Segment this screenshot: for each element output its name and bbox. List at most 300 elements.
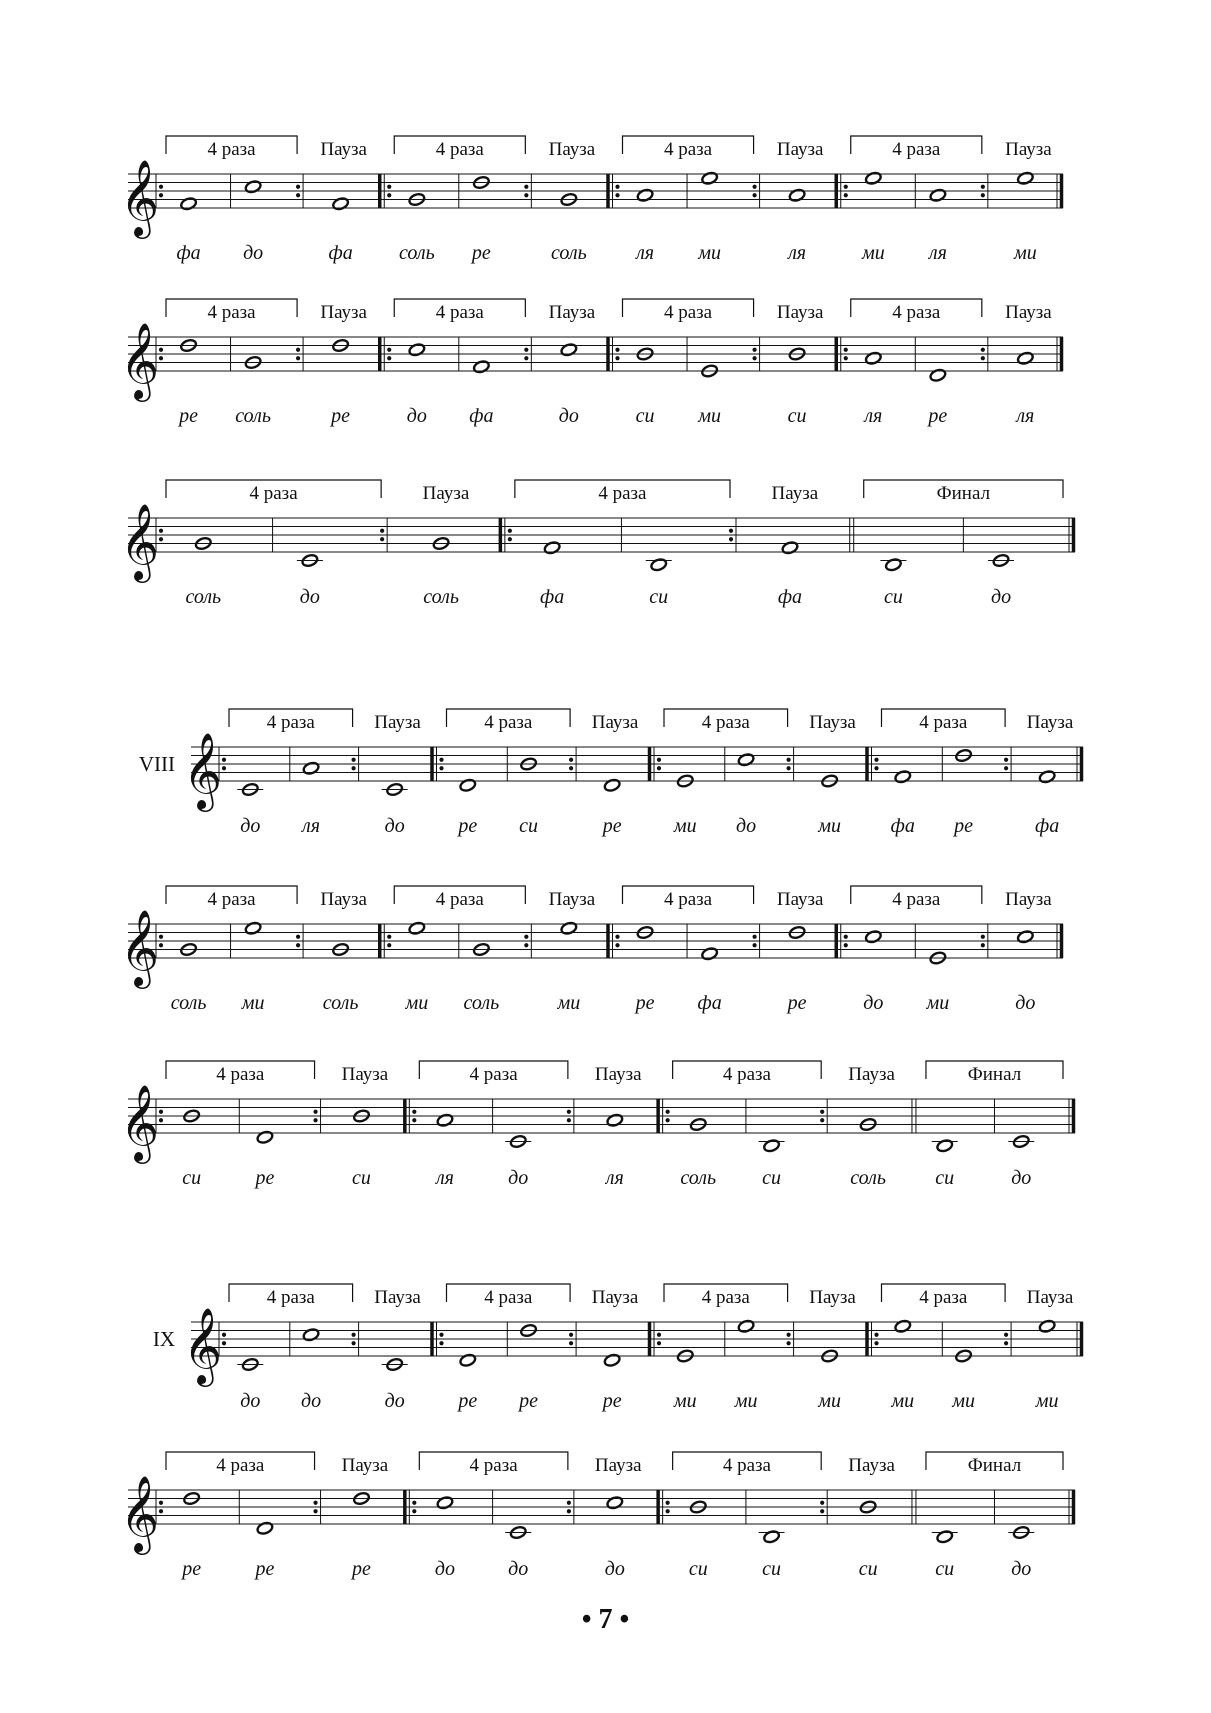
note-syllable: ля [788, 242, 807, 264]
repeat-dot [524, 348, 528, 352]
note-syllable: соль [398, 242, 435, 264]
note-syllable: ре [255, 1167, 275, 1189]
repeat-dot [296, 348, 300, 352]
note-syllable: до [604, 1558, 625, 1580]
pause-label: Пауза [1005, 302, 1052, 323]
note-syllable: ре [787, 992, 807, 1014]
pause-label: Пауза [320, 889, 367, 910]
note-syllable: фа [328, 242, 353, 264]
repeat-dot [159, 1110, 163, 1114]
repeat-dot [412, 1110, 416, 1114]
whole-note [244, 921, 262, 935]
section-single [549, 889, 596, 1014]
repeat-dot [752, 185, 756, 189]
repeat-count-label: 4 раза [722, 1064, 771, 1085]
note-syllable: си [883, 586, 903, 608]
section-single [592, 1287, 639, 1412]
pause-label: Пауза [591, 1287, 639, 1308]
whole-note [1017, 930, 1035, 944]
note-syllable: ми [1013, 242, 1037, 264]
repeat-dot [387, 943, 391, 947]
repeat-dot [569, 758, 573, 762]
repeat-dot [439, 766, 443, 770]
whole-note [894, 770, 912, 784]
final-label: Финал [936, 483, 991, 504]
pause-label: Пауза [548, 139, 596, 160]
whole-note [459, 778, 477, 792]
note-syllable: ре [928, 405, 948, 427]
repeat-dot [786, 1333, 790, 1337]
repeat-dot [313, 1118, 317, 1122]
repeat-dot [380, 529, 384, 533]
note-syllable: ми [861, 242, 885, 264]
repeat-dot [508, 537, 512, 541]
note-syllable: ми [673, 1390, 697, 1412]
note-syllable: до [384, 815, 405, 837]
repeat-count-label: 4 раза [207, 302, 256, 323]
repeat-dot [524, 356, 528, 360]
whole-note [603, 1353, 621, 1367]
note-syllable: ми [241, 992, 265, 1014]
repeat-dot [820, 1501, 824, 1505]
note-syllable: ре [352, 1558, 371, 1580]
repeat-dot [844, 943, 848, 947]
section-single [342, 1455, 389, 1580]
repeat-dot [752, 193, 756, 197]
repeat-dot [296, 185, 300, 189]
whole-note [408, 921, 426, 935]
note-syllable: си [519, 815, 539, 837]
repeat-count-label: 4 раза [663, 889, 713, 910]
section-single [342, 1064, 389, 1189]
note-syllable: ре [471, 242, 491, 264]
note-syllable: фа [777, 586, 803, 608]
note-syllable: до [990, 586, 1012, 608]
repeat-count-label: 4 раза [207, 139, 256, 160]
whole-note [560, 921, 578, 935]
whole-note [256, 1130, 274, 1144]
whole-note [737, 753, 755, 767]
pause-label: Пауза [374, 712, 421, 733]
whole-note [636, 188, 654, 202]
repeat-dot [729, 529, 733, 533]
repeat-dot [657, 766, 661, 770]
repeat-dot [1004, 766, 1008, 770]
note-syllable: соль [423, 586, 459, 608]
note-syllable: ля [636, 242, 655, 264]
repeat-dot [567, 1501, 571, 1505]
treble-clef-icon: 𝄞 [120, 159, 160, 236]
repeat-dot [524, 935, 528, 939]
treble-clef-icon: 𝄞 [120, 1084, 160, 1161]
repeat-dot [567, 1118, 571, 1122]
note-syllable: ре [602, 815, 622, 837]
repeat-dot [159, 348, 163, 352]
note-syllable: ре [602, 1390, 622, 1412]
repeat-dot [981, 935, 985, 939]
repeat-dot [387, 356, 391, 360]
repeat-dot [313, 1110, 317, 1114]
repeat-dot [981, 185, 985, 189]
repeat-count-label: 4 раза [919, 712, 968, 733]
system-number: VIII [138, 752, 175, 776]
repeat-dot [1004, 1341, 1008, 1345]
whole-note [332, 197, 350, 211]
repeat-dot [752, 935, 756, 939]
staff-system [139, 709, 1083, 837]
repeat-dot [844, 348, 848, 352]
note-syllable: ми [891, 1390, 915, 1412]
repeat-count-label: 4 раза [701, 1287, 750, 1308]
repeat-dot [874, 1341, 878, 1345]
pause-label: Пауза [341, 1064, 389, 1085]
whole-note [543, 541, 561, 555]
whole-note [788, 188, 806, 202]
note-syllable: ми [1035, 1390, 1059, 1412]
repeat-dot [439, 1333, 443, 1337]
section-single [423, 483, 470, 608]
whole-note [865, 171, 883, 185]
staff-system [120, 886, 1063, 1014]
note-syllable: ми [818, 1390, 842, 1412]
repeat-count-label: 4 раза [484, 1287, 533, 1308]
repeat-dot [380, 537, 384, 541]
repeat-dot [351, 1341, 355, 1345]
repeat-dot [439, 1341, 443, 1345]
treble-clef-icon: 𝄞 [120, 1475, 160, 1552]
whole-note [459, 1353, 477, 1367]
section-single [772, 483, 819, 608]
section-single [592, 712, 639, 837]
staff-system [120, 136, 1063, 264]
section-single [848, 1455, 895, 1580]
note-syllable: до [863, 992, 884, 1014]
note-syllable: ля [1016, 405, 1035, 427]
repeat-dot [615, 935, 619, 939]
whole-note [302, 1328, 320, 1342]
repeat-dot [981, 943, 985, 947]
note-syllable: си [762, 1558, 782, 1580]
repeat-dot [844, 185, 848, 189]
repeat-dot [313, 1509, 317, 1513]
repeat-dot [786, 766, 790, 770]
repeat-dot [159, 356, 163, 360]
repeat-count-label: 4 раза [892, 302, 941, 323]
pause-label: Пауза [1026, 712, 1074, 733]
note-syllable: до [384, 1390, 405, 1412]
whole-note [701, 171, 719, 185]
note-syllable: ре [182, 1558, 202, 1580]
repeat-dot [296, 193, 300, 197]
note-syllable: до [558, 405, 579, 427]
repeat-dot [752, 943, 756, 947]
section-single [1027, 1287, 1074, 1412]
note-syllable: фа [697, 992, 722, 1014]
repeat-count-label: 4 раза [919, 1287, 968, 1308]
repeat-count-label: 4 раза [435, 139, 484, 160]
repeat-dot [569, 766, 573, 770]
whole-note [473, 360, 491, 374]
note-syllable: си [935, 1167, 955, 1189]
note-syllable: ми [698, 242, 722, 264]
note-syllable: ми [952, 1390, 975, 1412]
whole-note [1038, 1319, 1056, 1333]
note-syllable: соль [185, 586, 222, 608]
note-syllable: ре [519, 1390, 539, 1412]
note-syllable: ре [179, 405, 199, 427]
repeat-count-label: 4 раза [722, 1455, 771, 1476]
whole-note [885, 558, 903, 572]
repeat-count-label: 4 раза [663, 302, 713, 323]
repeat-dot [729, 537, 733, 541]
section-single [320, 889, 367, 1014]
repeat-dot [159, 935, 163, 939]
whole-note [781, 541, 799, 555]
repeat-dot [786, 1341, 790, 1345]
repeat-dot [844, 935, 848, 939]
whole-note [737, 1319, 755, 1333]
repeat-count-label: 4 раза [266, 712, 315, 733]
repeat-dot [524, 193, 528, 197]
repeat-dot [159, 185, 163, 189]
repeat-count-label: 4 раза [469, 1064, 518, 1085]
repeat-dot [981, 348, 985, 352]
pause-label: Пауза [374, 1287, 421, 1308]
whole-note [763, 1139, 781, 1153]
repeat-dot [569, 1333, 573, 1337]
repeat-dot [820, 1110, 824, 1114]
repeat-dot [615, 193, 619, 197]
repeat-count-label: 4 раза [892, 889, 941, 910]
section-single [809, 712, 856, 837]
repeat-count-label: 4 раза [266, 1287, 315, 1308]
note-syllable: ля [435, 1167, 454, 1189]
note-syllable: ми [818, 815, 842, 837]
repeat-count-label: 4 раза [469, 1455, 518, 1476]
pause-label: Пауза [848, 1064, 895, 1085]
repeat-dot [439, 758, 443, 762]
repeat-dot [786, 758, 790, 762]
whole-note [865, 930, 883, 944]
repeat-dot [296, 935, 300, 939]
treble-clef-icon: 𝄞 [183, 732, 223, 809]
note-syllable: соль [551, 242, 587, 264]
note-syllable: си [858, 1558, 878, 1580]
repeat-dot [412, 1118, 416, 1122]
note-syllable: до [240, 815, 261, 837]
repeat-dot [159, 193, 163, 197]
staff-system [120, 299, 1063, 427]
pause-label: Пауза [320, 302, 367, 323]
pause-label: Пауза [548, 302, 596, 323]
repeat-dot [159, 1118, 163, 1122]
pause-label: Пауза [422, 483, 470, 504]
whole-note [436, 1496, 454, 1510]
whole-note [302, 761, 320, 775]
whole-note [1017, 351, 1035, 365]
repeat-dot [222, 758, 226, 762]
note-syllable: до [243, 242, 264, 264]
repeat-dot [615, 185, 619, 189]
repeat-count-label: 4 раза [598, 483, 647, 504]
note-syllable: си [635, 405, 655, 427]
repeat-count-label: 4 раза [892, 139, 941, 160]
note-syllable: до [299, 586, 320, 608]
whole-note [763, 1530, 781, 1544]
repeat-dot [508, 529, 512, 533]
repeat-dot [222, 1333, 226, 1337]
note-syllable: ре [331, 405, 351, 427]
whole-note [1038, 770, 1056, 784]
section-single [848, 1064, 895, 1189]
repeat-dot [657, 758, 661, 762]
section-single [320, 302, 367, 427]
note-syllable: фа [176, 242, 201, 264]
note-syllable: си [762, 1167, 782, 1189]
pause-label: Пауза [591, 712, 639, 733]
repeat-dot [666, 1501, 670, 1505]
whole-note [936, 1530, 954, 1544]
pause-label: Пауза [771, 483, 819, 504]
note-syllable: ми [734, 1390, 758, 1412]
section-single [1005, 889, 1052, 1014]
repeat-dot [820, 1118, 824, 1122]
repeat-dot [159, 1501, 163, 1505]
staff-system [153, 1284, 1083, 1412]
section-single [595, 1455, 642, 1580]
note-syllable: фа [890, 815, 915, 837]
repeat-dot [412, 1501, 416, 1505]
note-syllable: ля [864, 405, 883, 427]
note-syllable: соль [463, 992, 500, 1014]
whole-note [180, 197, 198, 211]
staff-system [120, 1452, 1075, 1580]
treble-clef-icon: 𝄞 [183, 1307, 223, 1384]
section-single [777, 889, 824, 1014]
note-syllable: си [935, 1558, 955, 1580]
note-syllable: ми [405, 992, 429, 1014]
pause-label: Пауза [776, 139, 824, 160]
note-syllable: до [240, 1390, 261, 1412]
section-single [595, 1064, 642, 1189]
note-syllable: до [1011, 1167, 1032, 1189]
note-syllable: ми [673, 815, 697, 837]
whole-note [560, 343, 578, 357]
repeat-count-label: 4 раза [216, 1455, 265, 1476]
section-single [777, 302, 824, 427]
repeat-count-label: 4 раза [216, 1064, 265, 1085]
repeat-dot [657, 1341, 661, 1345]
pause-label: Пауза [776, 302, 824, 323]
note-syllable: ми [557, 992, 581, 1014]
staff-system [120, 480, 1075, 608]
section-single [549, 139, 596, 264]
repeat-dot [387, 193, 391, 197]
note-syllable: до [508, 1558, 529, 1580]
repeat-dot [981, 193, 985, 197]
repeat-dot [351, 758, 355, 762]
repeat-dot [524, 943, 528, 947]
repeat-dot [296, 943, 300, 947]
final-label: Финал [967, 1064, 1022, 1085]
whole-note [606, 1113, 624, 1127]
pause-label: Пауза [1005, 889, 1052, 910]
whole-note [606, 1496, 624, 1510]
note-syllable: соль [850, 1167, 886, 1189]
note-syllable: ля [605, 1167, 624, 1189]
note-syllable: си [688, 1558, 708, 1580]
repeat-dot [351, 1333, 355, 1337]
note-syllable: фа [469, 405, 494, 427]
note-syllable: до [736, 815, 757, 837]
repeat-dot [666, 1509, 670, 1513]
note-syllable: ре [255, 1558, 275, 1580]
page-number: • 7 • [581, 1604, 630, 1635]
note-syllable: ре [635, 992, 655, 1014]
section-single [374, 712, 421, 837]
note-syllable: до [434, 1558, 456, 1580]
note-syllable: до [508, 1167, 529, 1189]
note-syllable: соль [170, 992, 207, 1014]
pause-label: Пауза [548, 889, 596, 910]
staff-system [120, 1061, 1075, 1189]
note-syllable: си [787, 405, 807, 427]
repeat-dot [981, 356, 985, 360]
note-syllable: до [406, 405, 427, 427]
repeat-count-label: 4 раза [207, 889, 256, 910]
repeat-dot [874, 766, 878, 770]
note-syllable: ми [926, 992, 950, 1014]
repeat-count-label: 4 раза [249, 483, 298, 504]
repeat-dot [874, 1333, 878, 1337]
system-number: IX [152, 1327, 175, 1351]
treble-clef-icon: 𝄞 [120, 503, 160, 580]
note-syllable: ля [928, 242, 947, 264]
repeat-dot [296, 356, 300, 360]
pause-label: Пауза [594, 1064, 642, 1085]
note-syllable: фа [540, 586, 565, 608]
repeat-dot [387, 185, 391, 189]
note-syllable: ми [698, 405, 722, 427]
pause-label: Пауза [1005, 139, 1052, 160]
whole-note [865, 351, 883, 365]
repeat-dot [844, 356, 848, 360]
treble-clef-icon: 𝄞 [120, 322, 160, 399]
repeat-count-label: 4 раза [701, 712, 750, 733]
section-single [1027, 712, 1074, 837]
repeat-count-label: 4 раза [484, 712, 533, 733]
final-label: Финал [967, 1455, 1022, 1476]
section-single [777, 139, 824, 264]
repeat-dot [567, 1110, 571, 1114]
section-single [320, 139, 367, 264]
repeat-dot [412, 1509, 416, 1513]
note-syllable: ре [458, 1390, 478, 1412]
pause-label: Пауза [341, 1455, 389, 1476]
note-syllable: ре [954, 815, 974, 837]
section-single [549, 302, 596, 427]
note-syllable: ля [302, 815, 321, 837]
whole-note [936, 1139, 954, 1153]
note-syllable: до [1011, 1558, 1032, 1580]
note-syllable: си [649, 586, 669, 608]
repeat-dot [159, 529, 163, 533]
note-syllable: соль [680, 1167, 717, 1189]
repeat-dot [159, 537, 163, 541]
repeat-dot [666, 1110, 670, 1114]
repeat-dot [524, 185, 528, 189]
whole-note [436, 1113, 454, 1127]
